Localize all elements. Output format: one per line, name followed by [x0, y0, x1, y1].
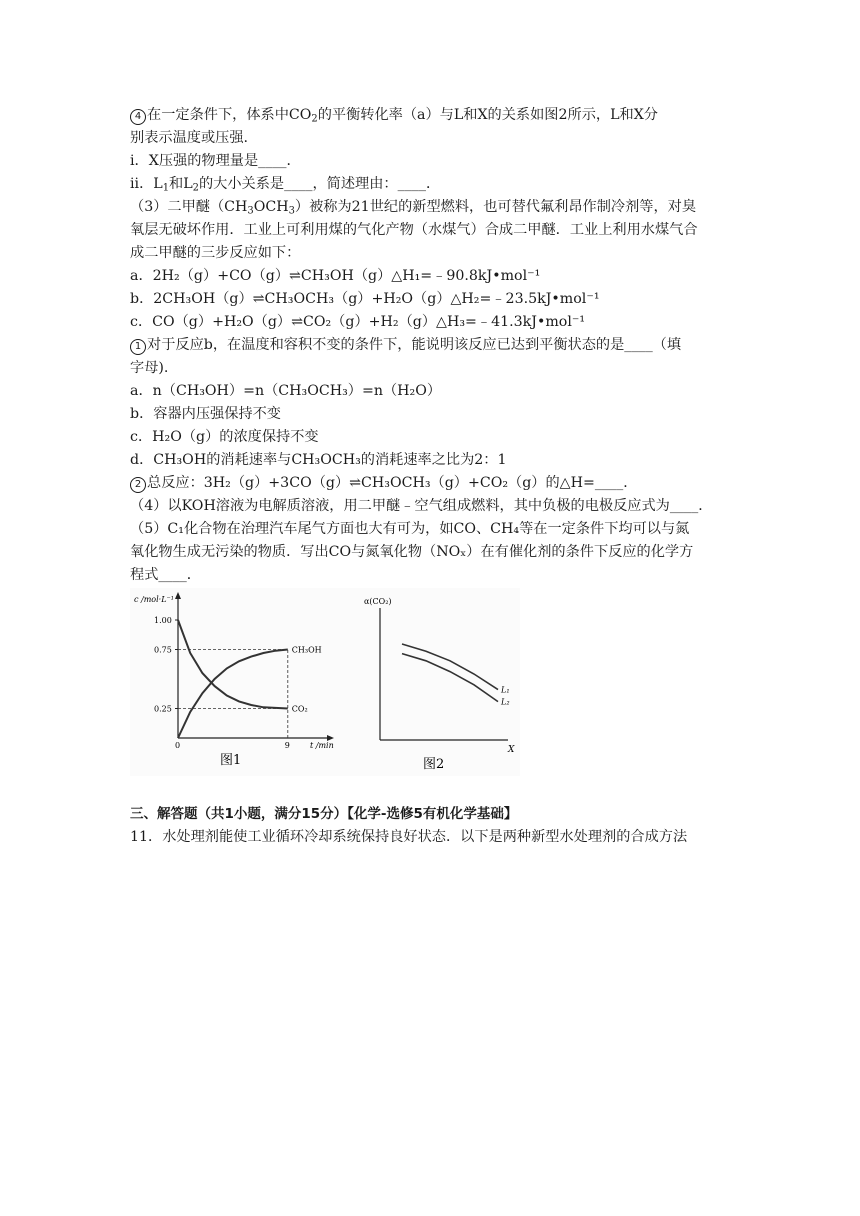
part-3-intro: （3）二甲醚$(CH_3OCH_3)$被称为21世纪的新型燃料，也可替代氟利昂作制冷剂等，对臭 [130, 199, 697, 217]
fig1-x-tick-label: 9 [284, 741, 290, 750]
fig1-x-label: t /min [310, 741, 334, 750]
option-a: a．n（CH₃OH）=n（CH₃OCH₃）=n（H₂O） [130, 383, 442, 399]
fig2-caption: 图2 [423, 757, 445, 772]
circled-number-4: 4 [130, 109, 146, 125]
section-3-heading: 三、解答题（共1小题，满分15分）【化学-选修5有机化学基础】 [130, 806, 518, 822]
question-1-line2: 字母). [130, 360, 169, 376]
fig2-series-line [402, 644, 498, 690]
part-5: （5）C₁化合物在治理汽车尾气方面也大有可为，如CO、CH₄等在一定条件下均可以与氮 [130, 521, 690, 537]
fig1-y-arrow [175, 592, 181, 599]
circled-number-2: 2 [130, 477, 146, 493]
answer-blank: ____ [258, 153, 287, 169]
reaction-c: c．CO（g）+H₂O（g）⇌CO₂（g）+H₂（g）△H₃=﹣41.3kJ•mol⁻¹ [130, 314, 586, 330]
fig2-series-label: L₂ [501, 697, 510, 707]
circled-number-1: 1 [130, 339, 146, 355]
fig1-series-label: CH₃OH [291, 645, 322, 655]
question-i: i．X压强的物理量是____． [130, 153, 301, 169]
part-3-intro-line2: 氧层无破坏作用．工业上可利用煤的气化产物（水煤气）合成二甲醚．工业上利用水煤气合 [130, 222, 698, 238]
answer-blank: ____ [397, 176, 426, 192]
question-ii: ii．$L_1$和$L_2$的大小关系是____，简述理由：____． [130, 176, 441, 194]
question-1: 1 对于反应b，在温度和容积不变的条件下，能说明该反应已达到平衡状态的是____（填 [130, 334, 730, 356]
question-11: 11．水处理剂能使工业循环冷却系统保持良好状态．以下是两种新型水处理剂的合成方法 [130, 829, 688, 845]
part-3-intro-line3: 成二甲醚的三步反应如下： [130, 245, 301, 261]
figures-svg [130, 588, 520, 776]
fig1-y-label: c /mol·L⁻¹ [134, 595, 174, 604]
question-4-intro: 4 在一定条件下，体系中$CO_2$的平衡转化率（a）与L和X的关系如图2所示，L和X分 [130, 104, 730, 126]
fig2-series-label: L₁ [501, 685, 510, 695]
fig1-caption: 图1 [220, 753, 242, 768]
answer-blank: ____ [594, 475, 624, 491]
fig1-x-tick-label: 0 [175, 741, 181, 750]
fig2-y-label: α(CO₂) [364, 597, 392, 606]
part-4: （4）以KOH溶液为电解质溶液，用二甲醚﹣空气组成燃料，其中负极的电极反应式为____． [130, 498, 713, 514]
fig1-series [178, 620, 322, 738]
fig2-series [402, 644, 510, 707]
reaction-b: b．2CH₃OH（g）⇌CH₃OCH₃（g）+H₂O（g）△H₂=﹣23.5kJ•mol⁻¹ [130, 291, 600, 307]
fig1-y-tick-label: 1.00 [154, 616, 172, 625]
option-d: d．CH₃OH的消耗速率与CH₃OCH₃的消耗速率之比为2：1 [130, 452, 507, 468]
fig1-y-tick-label: 0.75 [154, 645, 172, 655]
answer-blank: ____ [624, 337, 653, 353]
fig1-y-tick-label: 0.25 [154, 704, 172, 714]
fig1-series-label: CO₂ [291, 704, 308, 714]
question-4-intro-line2: 别表示温度或压强. [130, 130, 249, 146]
fig2-x-label: X [508, 745, 515, 755]
answer-blank: ____ [284, 176, 313, 192]
part-5-line3: 程式____． [130, 567, 201, 583]
answer-blank: ____ [158, 567, 187, 583]
reaction-a: a．2H₂（g）+CO（g）⇌CH₃OH（g）△H₁=﹣90.8kJ•mol⁻¹ [130, 268, 541, 284]
figure-2 [364, 597, 515, 772]
figure-panel [130, 588, 520, 776]
fig1-series-line [178, 650, 288, 739]
question-2: 2 总反应：3H₂（g）+3CO（g）⇌CH₃OCH₃（g）+CO₂（g）的△H=____． [130, 472, 730, 494]
option-c: c．H₂O（g）的浓度保持不变 [130, 429, 319, 445]
part-5-line2: 氧化物生成无污染的物质．写出CO与氮氧化物（NOₓ）在有催化剂的条件下反应的化学方 [130, 544, 694, 560]
option-b: b．容器内压强保持不变 [130, 406, 281, 422]
fig1-ticks [154, 616, 290, 750]
figure-1 [134, 592, 334, 768]
answer-blank: ____ [669, 498, 699, 514]
